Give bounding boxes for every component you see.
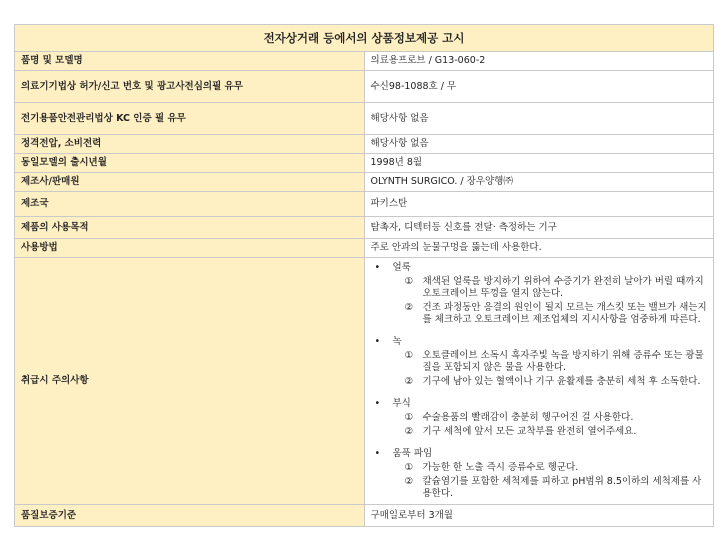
table-row [15, 173, 714, 192]
table-row [15, 71, 714, 103]
table-row [15, 135, 714, 154]
warranty-label: 품질보증기준 [15, 505, 365, 527]
item-text: 건조 과정동안 응결의 원인이 될지 모르는 개스킷 또는 밸브가 새는지를 체크하고 오토크레이브 제조업체의 지시사항을 엄중하게 따른다. [422, 302, 707, 325]
table-title: 전자상거래 등에서의 상품정보제공 고시 [15, 25, 714, 52]
table-row [15, 505, 714, 527]
row-value: 수신98-1088호 / 무 [364, 71, 714, 103]
bullet-icon: • [374, 336, 381, 347]
bullet-icon: • [374, 398, 381, 409]
row-value: 의료용프로브 / G13-060-2 [364, 52, 714, 71]
row-label: 제조사/판매원 [15, 173, 365, 192]
row-label: 정격전압, 소비전력 [15, 135, 365, 154]
table-row [15, 103, 714, 135]
section-heading: 얼룩 [392, 262, 411, 273]
item-number: ① [404, 276, 414, 287]
row-value: 탐촉자, 디텍터등 신호를 전달· 측정하는 기구 [364, 217, 714, 239]
item-number: ① [404, 412, 414, 423]
section-heading: 부식 [392, 398, 411, 409]
warranty-value: 구매일로부터 3개월 [364, 505, 714, 527]
bullet-icon: • [374, 448, 381, 459]
item-number: ② [404, 376, 414, 387]
row-label: 제품의 사용목적 [15, 217, 365, 239]
row-label: 전기용품안전관리법상 KC 인증 필 유무 [15, 103, 365, 135]
precaution-section [375, 398, 708, 438]
row-label: 동일모델의 출시년월 [15, 154, 365, 173]
item-number: ① [404, 462, 414, 473]
row-label: 품명 및 모델명 [15, 52, 365, 71]
item-number: ① [404, 350, 414, 361]
row-label: 사용방법 [15, 239, 365, 258]
product-info-table [14, 24, 714, 527]
bullet-icon: • [374, 262, 381, 273]
section-heading: 녹 [392, 336, 402, 347]
item-text: 칼슘염기를 포함한 세척제를 피하고 pH범위 8.5이하의 세척제를 사용한다. [422, 476, 702, 499]
precaution-section [375, 336, 708, 388]
row-value: 1998년 8월 [364, 154, 714, 173]
precautions-content [364, 258, 714, 505]
row-label: 의료기기법상 허가/신고 번호 및 광고사전심의필 유무 [15, 71, 365, 103]
row-value: 주로 안과의 눈물구멍을 뚫는데 사용한다. [364, 239, 714, 258]
item-number: ② [404, 302, 414, 313]
item-text: 기구 세척에 앞서 모든 교착부를 완전히 열어주세요. [422, 426, 637, 437]
item-number: ② [404, 476, 414, 487]
row-value: 파키스탄 [364, 192, 714, 217]
precaution-section [375, 448, 708, 500]
item-number: ② [404, 426, 414, 437]
precaution-section [375, 262, 708, 326]
item-text: 채색된 얼룩을 방지하기 위하여 수증기가 완전히 날아가 버릴 때까지 오토크레이브 뚜껑을 열지 않는다. [422, 276, 704, 299]
table-row [15, 217, 714, 239]
row-value: 해당사항 없음 [364, 103, 714, 135]
table-row [15, 52, 714, 71]
row-value: 해당사항 없음 [364, 135, 714, 154]
table-row [15, 239, 714, 258]
row-label: 제조국 [15, 192, 365, 217]
item-text: 수술용품의 빨래감이 충분히 헹구어진 걸 사용한다. [422, 412, 634, 423]
table-row [15, 192, 714, 217]
row-value: OLYNTH SURGICO. / 장우양행㈜ [364, 173, 714, 192]
table-row [15, 154, 714, 173]
item-text: 가능한 한 노출 즉시 증류수로 헹군다. [422, 462, 579, 473]
item-text: 기구에 남아 있는 혈액이나 기구 윤활제를 충분히 세척 후 소독한다. [422, 376, 701, 387]
precautions-row [15, 258, 714, 505]
section-heading: 움푹 파임 [392, 448, 433, 459]
precautions-label: 취급시 주의사항 [15, 258, 365, 505]
item-text: 오토클레이브 소독시 흑자주빛 녹을 방지하기 위해 증류수 또는 광물질을 포함되지 않은 물을 사용한다. [422, 350, 704, 373]
